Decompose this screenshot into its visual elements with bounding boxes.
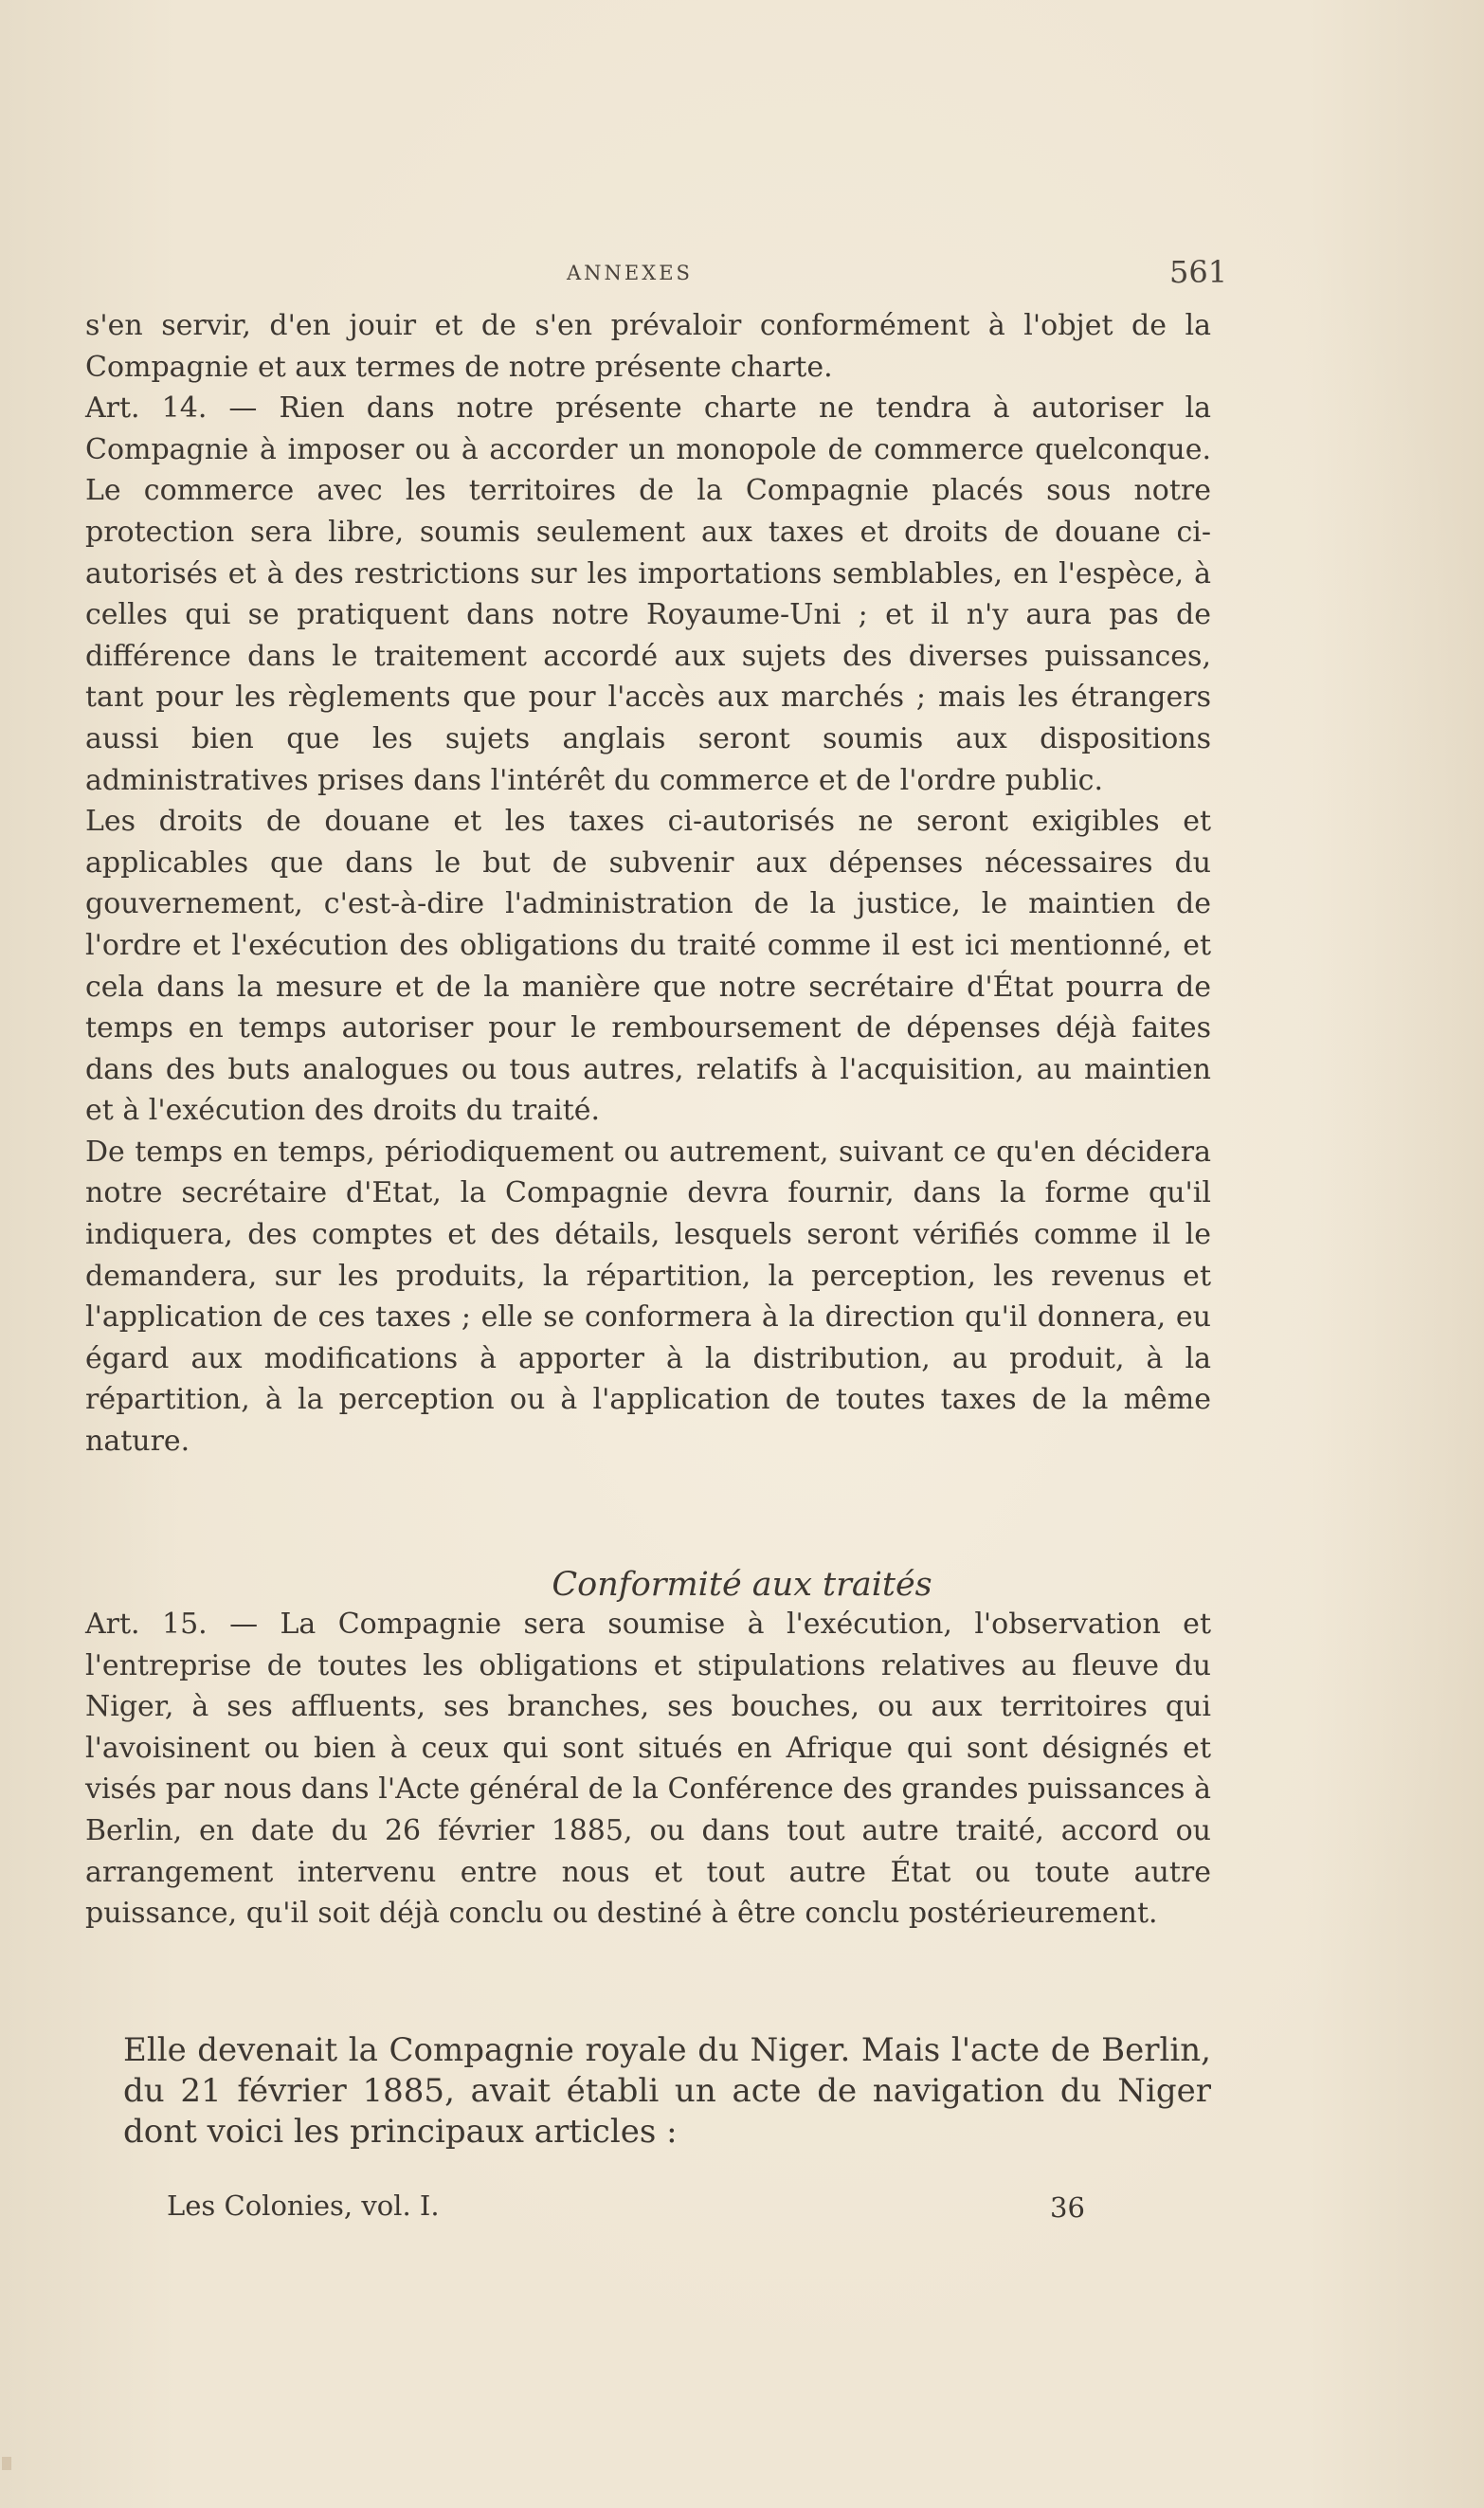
closing-paragraph: Elle devenait la Compagnie royale du Niger. Mais l'acte de Berlin, du 21 février 1885, avait établi un acte de navigation du Niger dont voici les principaux articles : [123,2031,1211,2151]
paragraph: s'en servir, d'en jouir et de s'en prévaloir conformément à l'objet de la Compagnie et aux termes de notre présente charte. [85,309,1211,384]
paragraph: Art. 14. — Rien dans notre présente charte ne tendra à autoriser la Compagnie à imposer ou à accorder un monopole de commerce quelconque. Le commerce avec les territoires de la Compagnie placés sous notre protection sera libre, soumis seulement aux taxes et droits de douane ci-autorisés et à des restrictions sur les importations semblables, en l'espèce, à celles qui se pratiquent dans notre Royaume-Uni ; et il n'y aura pas de différence dans le traitement accordé aux sujets des diverses puissances, tant pour les règlements que pour l'accès aux marchés ; mais les étrangers aussi bien que les sujets anglais seront soumis aux dispositions administratives prises dans l'intérêt du commerce et de l'ordre public. [85,391,1211,797]
section-title: Conformité aux traités [552,1566,932,1604]
footer-sheet-number: 36 [1050,2191,1085,2224]
closing-text [123,2030,1211,2153]
paragraph: De temps en temps, périodiquement ou autrement, suivant ce qu'en décidera notre secrétaire d'Etat, la Compagnie devra fournir, dans la forme qu'il indiquera, des comptes et des détails, lesquels seront vérifiés comme il le demandera, sur les produits, la répartition, la perception, les revenus et l'application de ces taxes ; elle se conformera à la direction qu'il donnera, eu égard aux modifications à apporter à la distribution, au produit, à la répartition, à la perception ou à l'application de toutes taxes de la même nature. [85,1135,1211,1459]
paper-mark [2,2457,11,2470]
running-title: ANNEXES [567,262,693,284]
page-number: 561 [1169,254,1228,290]
paragraph: Les droits de douane et les taxes ci-autorisés ne seront exigibles et applicables que dans le but de subvenir aux dépenses nécessaires du gouvernement, c'est-à-dire l'administration de la justice, le maintien de l'ordre et l'exécution des obligations du traité comme il est ici mentionné, et cela dans la mesure et de la manière que notre secrétaire d'État pourra de temps en temps autoriser pour le remboursement de dépenses déjà faites dans des buts analogues ou tous autres, relatifs à l'acquisition, au maintien et à l'exécution des droits du traité. [85,805,1211,1128]
section-text [85,1604,1211,1935]
paragraph: Art. 15. — La Compagnie sera soumise à l'exécution, l'observation et l'entreprise de toutes les obligations et stipulations relatives au fleuve du Niger, à ses affluents, ses branches, ses bouches, ou aux territoires qui l'avoisinent ou bien à ceux qui sont situés en Afrique qui sont désignés et visés par nous dans l'Acte général de la Conférence des grandes puissances à Berlin, en date du 26 février 1885, ou dans tout autre traité, accord ou arrangement intervenu entre nous et tout autre État ou toute autre puissance, qu'il soit déjà conclu ou destiné à être conclu postérieurement. [85,1608,1211,1931]
main-text [85,305,1211,1463]
footer-signature: Les Colonies, vol. I. [167,2190,440,2222]
